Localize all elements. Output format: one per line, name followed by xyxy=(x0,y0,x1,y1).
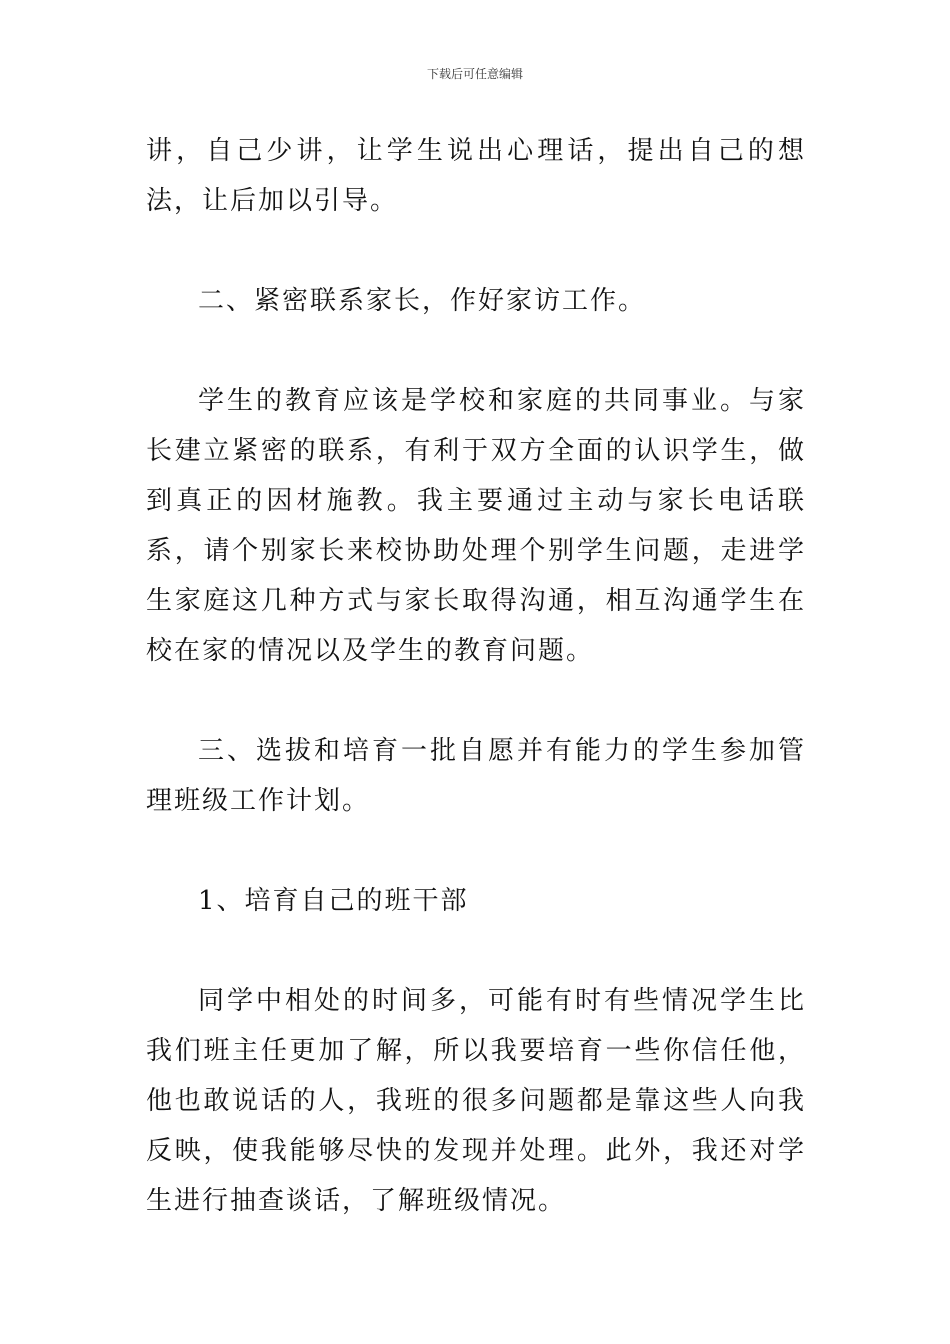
document-body xyxy=(146,126,806,1226)
section-heading-three: 三、选拔和培育一批自愿并有能力的学生参加管理班级工作计划。 xyxy=(146,736,806,816)
paragraph-parent-contact: 学生的教育应该是学校和家庭的共同事业。与家长建立紧密的联系，有利于双方全面的认识学生，做到真正的因材施教。我主要通过主动与家长电话联系，请个别家长来校协助处理个别学生问题，走进学生家庭这几种方式与家长取得沟通，相互沟通学生在校在家的情况以及学生的教育问题。 xyxy=(146,386,806,666)
paragraph-class-leaders: 同学中相处的时间多，可能有时有些情况学生比我们班主任更加了解，所以我要培育一些你信任他，他也敢说话的人，我班的很多问题都是靠这些人向我反映，使我能够尽快的发现并处理。此外，我还对学生进行抽查谈话，了解班级情况。 xyxy=(146,986,806,1216)
subheading-class-leaders: 1、培育自己的班干部 xyxy=(198,886,469,916)
header-note: 下载后可任意编辑 xyxy=(426,67,523,81)
paragraph-continuation: 讲，自己少讲，让学生说出心理话，提出自己的想法，让后加以引导。 xyxy=(146,136,806,216)
section-heading-two: 二、紧密联系家长，作好家访工作。 xyxy=(198,286,647,316)
